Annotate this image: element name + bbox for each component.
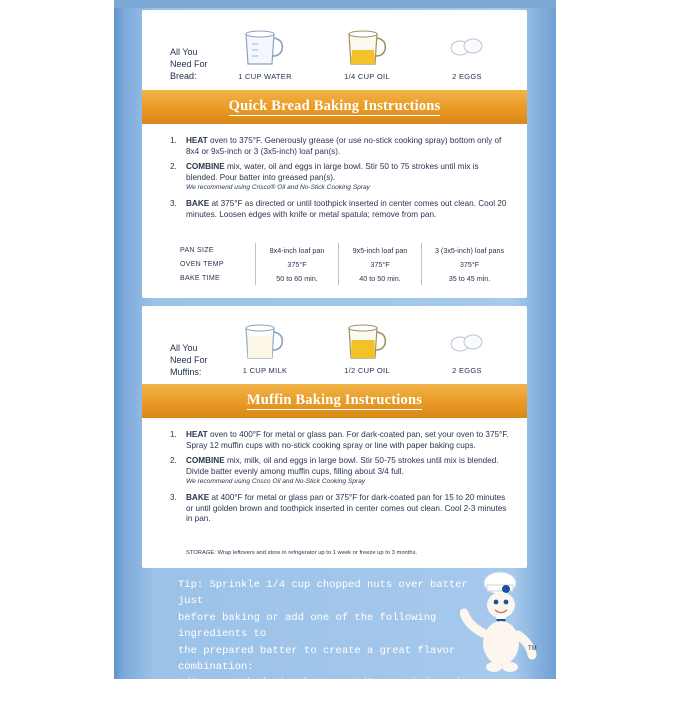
doughboy-mascot-icon — [460, 555, 550, 679]
top-stripe — [114, 0, 556, 8]
measuring-cup-oil-icon — [343, 28, 389, 68]
bread-step-2: 2. COMBINE mix, water, oil and eggs in large bowl. Stir 50 to 75 strokes until mix is blended. Pour batter into greased pan(s). We recommend using Crisco® Oil and No-Stick Cooking Spray — [170, 162, 512, 194]
water-label: 1 CUP WATER — [238, 72, 292, 81]
bread-step-3: 3. BAKE at 375°F as directed or until toothpick inserted in center comes out clean. Cool 20 minutes. Loosen edges with knife or metal spatula; remove from pan. — [170, 198, 507, 219]
eggs-icon-2 — [450, 330, 484, 354]
muffin-title: Muffin Baking Instructions — [246, 392, 423, 408]
muffin-needs-label: All You Need For Muffins: — [170, 343, 208, 377]
table-row: OVEN TEMP 375°F 375°F 375°F — [180, 257, 517, 271]
tip-text: Tip: Sprinkle 1/4 cup chopped nuts over batter just before baking or add one of the following ingredients to the prepared batter to create a great flavor combination: 1/2 cup mashed ripe banana, 1/2 cup mini semi-sweet chocolate chips or 1/2 cup chopped nuts. — [178, 579, 468, 723]
bread-title: Quick Bread Baking Instructions — [228, 98, 441, 114]
muffin-banner — [142, 384, 527, 418]
measuring-cup-water-icon — [240, 28, 286, 68]
bread-banner — [142, 90, 527, 124]
bread-steps — [170, 136, 512, 225]
eggs-label: 2 EGGS — [452, 72, 482, 81]
muffin-step-2: 2. COMBINE mix, milk, oil and eggs in large bowl. Stir 50-75 strokes until mix is blended. Divide batter evenly among muffin cups, filling about 3/4 full. We recommend using Crisco Oil and No-Stick Cooking Spray — [170, 456, 512, 488]
table-row: PAN SIZE 8x4-inch loaf pan 9x5-inch loaf pan 3 (3x5-inch) loaf pans — [180, 243, 517, 257]
table-row: BAKE TIME 50 to 60 min. 40 to 50 min. 35 to 45 min. — [180, 271, 517, 285]
bread-step-1: 1. HEAT oven to 375°F. Generously grease (or use no-stick cooking spray) bottom only of 8x4 or 9x5-inch or 3 (3x5-inch) loaf pan(s). — [170, 136, 502, 156]
measuring-cup-milk-icon — [240, 322, 286, 362]
bread-step-2-note: We recommend using Crisco® Oil and No-Stick Cooking Spray — [186, 184, 370, 192]
trademark-mark: TM — [528, 646, 537, 652]
muffin-step-1: 1. HEAT oven to 400°F for metal or glass pan. For dark-coated pan, set your oven to 375°F. Spray 12 muffin cups with no-stick cooking spray or line with paper baking cups. — [170, 430, 509, 450]
eggs-icon — [450, 34, 484, 58]
muffin-step-3: 3. BAKE at 400°F for metal or glass pan or 375°F for dark-coated pan for 15 to 20 minutes or until golden brown and toothpick inserted in center comes out clean. Cool 2-3 minutes in pan. — [170, 492, 507, 524]
pan-size-table — [180, 243, 517, 285]
oil-label: 1/4 CUP OIL — [344, 72, 390, 81]
bread-needs-label: All You Need For Bread: — [170, 47, 208, 81]
milk-label: 1 CUP MILK — [242, 366, 288, 375]
eggs-label-2: 2 EGGS — [452, 366, 482, 375]
muffin-steps — [170, 430, 512, 530]
storage-note: STORAGE: Wrap leftovers and store in refrigerator up to 1 week or freeze up to 3 months. — [186, 550, 418, 556]
oil-label-2: 1/2 CUP OIL — [344, 366, 390, 375]
muffin-step-2-note: We recommend using Crisco Oil and No-Stick Cooking Spray — [186, 478, 366, 486]
measuring-cup-oil-icon-2 — [343, 322, 389, 362]
